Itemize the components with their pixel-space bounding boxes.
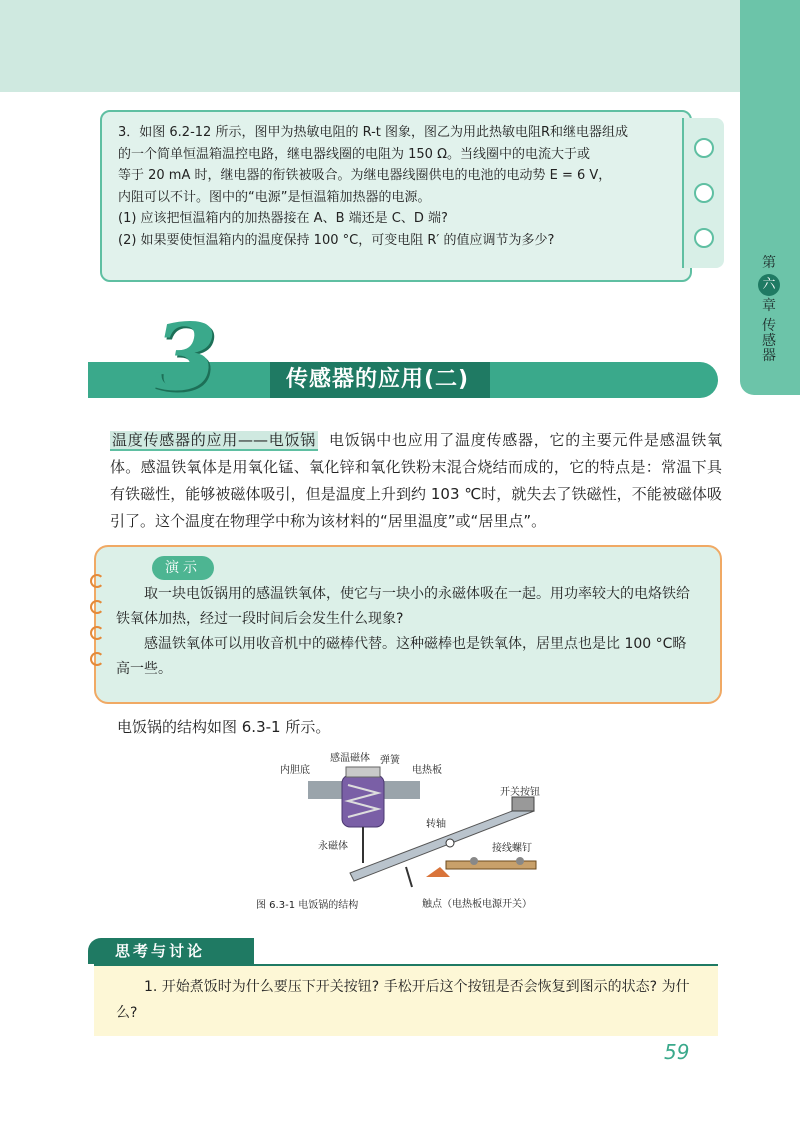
- binder-hole-icon: [694, 138, 714, 158]
- exercise-line: (2) 如果要使恒温箱内的温度保持 100 °C，可变电阻 R′ 的值应调节为多少?: [118, 232, 555, 248]
- switch-button-shape: [512, 797, 534, 811]
- chapter-tab-text: [752, 255, 786, 364]
- exercise-line: (1) 应该把恒温箱内的加热器接在 A、B 端还是 C、D 端?: [118, 211, 448, 226]
- label-contact: 触点（电热板电源开关）: [422, 899, 532, 910]
- label-thermo-magnet: 感温磁体: [330, 753, 370, 764]
- rice-cooker-figure: [250, 745, 560, 917]
- page-number: 59: [664, 1040, 690, 1064]
- label-terminal-screw: 接线螺钉: [492, 843, 532, 854]
- pivot-point: [446, 839, 454, 847]
- chapter-prefix: 第: [762, 255, 776, 271]
- label-heating-plate: 电热板: [412, 765, 442, 776]
- discussion-text: [116, 974, 706, 1026]
- lever-support: [406, 867, 412, 887]
- demo-paragraph: 感温铁氧体可以用收音机中的磁棒代替。这种磁棒也是铁氧体，居里点也是比 100 °C略高一些。: [116, 636, 687, 677]
- label-pivot: 转轴: [426, 819, 446, 830]
- terminal-screw-1: [470, 857, 478, 865]
- label-switch-button: 开关按钮: [500, 787, 540, 798]
- ring-binding-icon: [90, 574, 104, 588]
- demo-text: [116, 582, 696, 682]
- inner-pot-right-plate: [380, 781, 420, 799]
- chapter-title-char: 感: [762, 333, 776, 349]
- discussion-label: 思考与讨论: [115, 942, 206, 960]
- binder-hole-icon: [694, 183, 714, 203]
- binder-strip: [682, 118, 724, 268]
- chapter-suffix: 章: [762, 298, 776, 314]
- chapter-title-char: 传: [762, 318, 776, 334]
- section-title: 传感器的应用(二): [286, 367, 470, 392]
- discussion-question: 1. 开始煮饭时为什么要压下开关按钮? 手松开后这个按钮是否会恢复到图示的状态? 为什么?: [116, 979, 690, 1021]
- ring-binding-icon: [90, 626, 104, 640]
- body-text: 电饭锅中也应用了温度传感器，它的主要元件是感温铁氧体。感温铁氧体是用氧化锰、氧化锌和氧化铁粉末混合烧结而成的，它的特点是：常温下具有铁磁性，能够被磁体吸引，但是温度上升到约 103 ℃时，就失去了铁磁性，不能被磁体吸引了。这个温度在物理学中称为该材料的“居里温度”或“居里点”。: [110, 431, 722, 530]
- exercise-line: 等于 20 mA 时，继电器的衔铁被吸合。为继电器线圈供电的电池的电动势 E = 6 V，: [118, 168, 612, 183]
- chapter-title: [752, 319, 786, 364]
- binder-hole-icon: [694, 228, 714, 248]
- chapter-number-badge: 六: [758, 274, 780, 296]
- label-inner-pot: 内胆底: [280, 765, 310, 776]
- structure-intro: 电饭锅的结构如图 6.3-1 所示。: [117, 718, 331, 736]
- top-band: [0, 0, 740, 92]
- ring-binding-icon: [90, 652, 104, 666]
- exercise-line: 3．如图 6.2-12 所示，图甲为热敏电阻的 R-t 图象，图乙为用此热敏电阻R和继电器组成: [118, 125, 629, 140]
- label-permanent-magnet: 永磁体: [318, 841, 348, 852]
- exercise-line: 的一个简单恒温箱温控电路，继电器线圈的电阻为 150 Ω。当线圈中的电流大于或: [118, 146, 591, 162]
- demo-label: 演示: [152, 556, 214, 580]
- terminal-screw-2: [516, 857, 524, 865]
- section-number: 3: [152, 303, 217, 411]
- demo-paragraph: 取一块电饭锅用的感温铁氧体，使它与一块小的永磁体吸在一起。用功率较大的电烙铁给铁氧体加热，经过一段时间后会发生什么现象?: [116, 586, 690, 627]
- thermo-magnet-top: [346, 767, 380, 777]
- ring-binding-icon: [90, 600, 104, 614]
- body-subtitle: 温度传感器的应用——电饭锅: [112, 431, 316, 449]
- exercise-text: [118, 122, 688, 251]
- exercise-line: 内阻可以不计。图中的“电源”是恒温箱加热器的电源。: [118, 189, 431, 205]
- label-spring: 弹簧: [380, 755, 400, 766]
- body-paragraph: [110, 427, 722, 535]
- chapter-title-char: 器: [762, 348, 776, 364]
- figure-caption: 图 6.3-1 电饭锅的结构: [256, 900, 359, 911]
